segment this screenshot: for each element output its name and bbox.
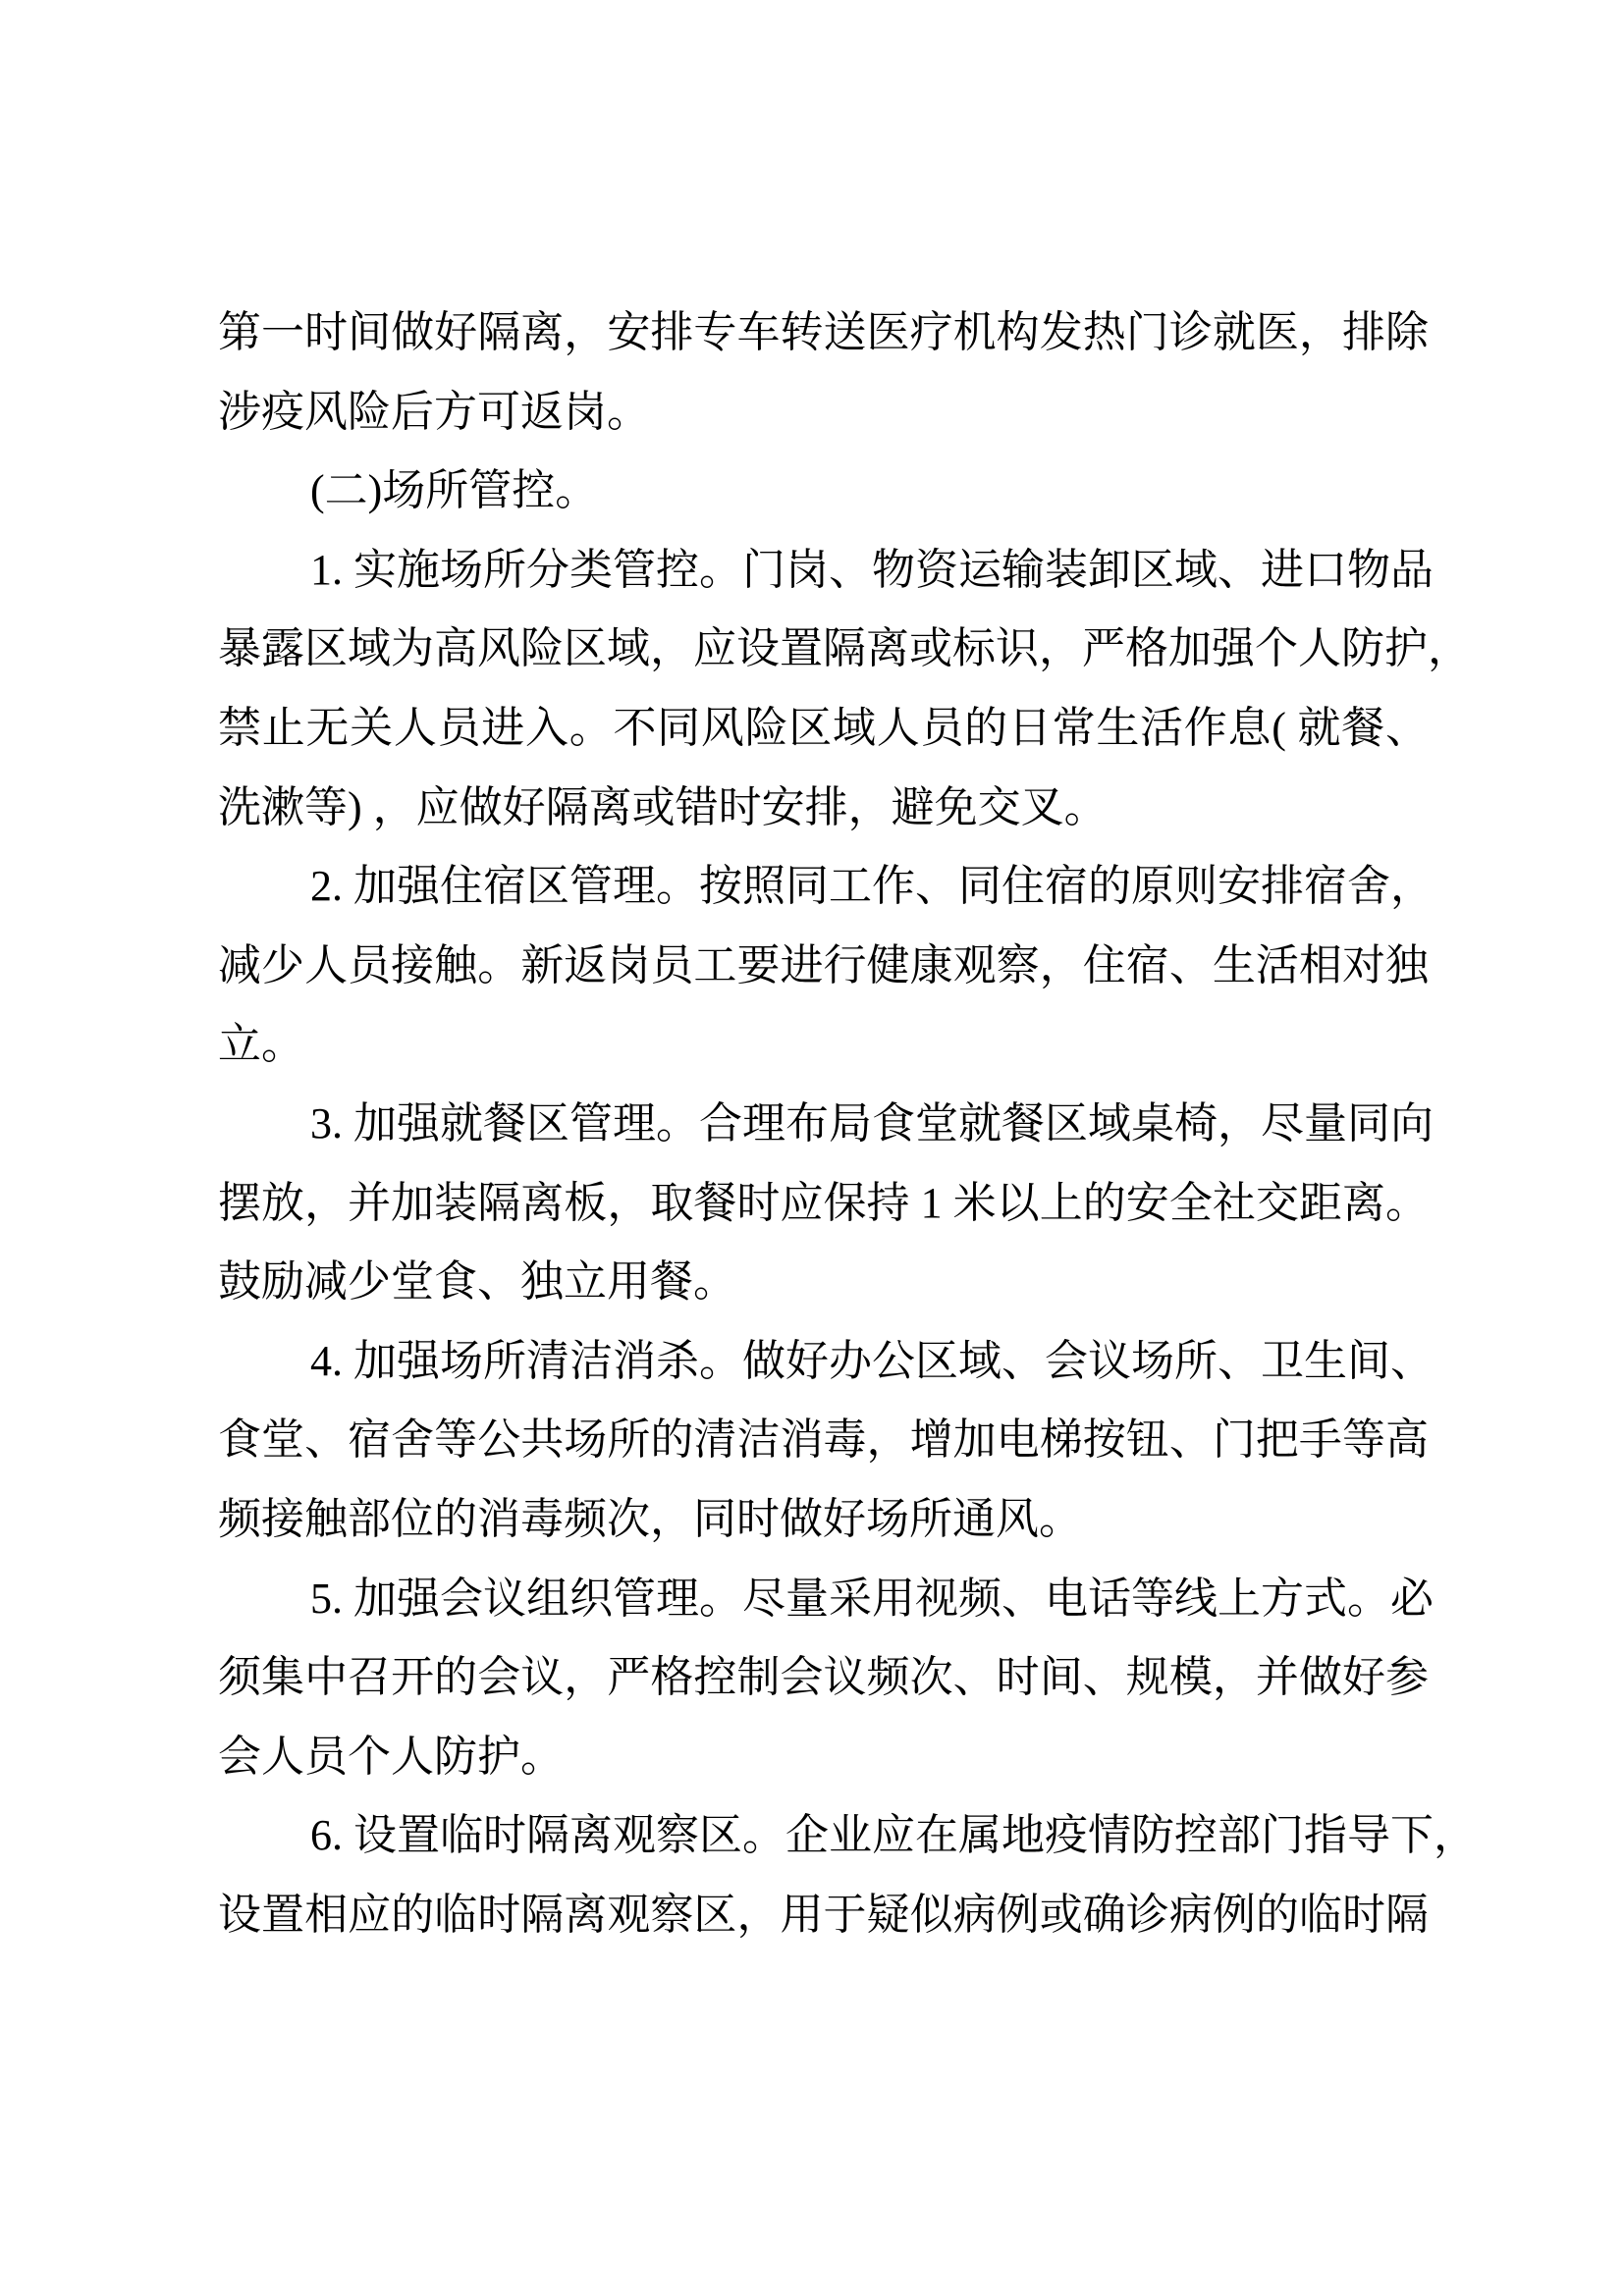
text-line: 1. 实施场所分类管控。门岗、物资运输装卸区域、进口物品 xyxy=(310,545,1434,594)
text-line: 鼓励减少堂食、独立用餐。 xyxy=(218,1257,736,1307)
text-line: 2. 加强住宿区管理。按照同工作、同住宿的原则安排宿舍， xyxy=(310,862,1434,911)
text-line: 立。 xyxy=(218,1020,304,1069)
text-line: 涉疫风险后方可返岗。 xyxy=(218,387,650,436)
text-block xyxy=(218,294,1477,1954)
text-line: 食堂、宿舍等公共场所的清洁消毒，增加电梯按钮、门把手等高 xyxy=(218,1415,1429,1465)
text-line: 暴露区域为高风险区域，应设置隔离或标识，严格加强个人防护， xyxy=(218,624,1471,673)
text-line: 须集中召开的会议，严格控制会议频次、时间、规模，并做好参 xyxy=(218,1653,1429,1702)
text-line: 减少人员接触。新返岗员工要进行健康观察，住宿、生活相对独 xyxy=(218,940,1429,989)
section-heading: (二)场所管控。 xyxy=(310,466,599,515)
text-line: 禁止无关人员进入。不同风险区域人员的日常生活作息( 就餐、 xyxy=(218,703,1429,752)
text-line: 6. 设置临时隔离观察区。企业应在属地疫情防控部门指导下， xyxy=(310,1811,1477,1860)
text-line: 设置相应的临时隔离观察区，用于疑似病例或确诊病例的临时隔 xyxy=(218,1890,1429,1939)
text-line: 第一时间做好隔离，安排专车转送医疗机构发热门诊就医，排除 xyxy=(218,308,1429,356)
text-line: 5. 加强会议组织管理。尽量采用视频、电话等线上方式。必 xyxy=(310,1574,1434,1623)
text-line: 会人员个人防护。 xyxy=(218,1732,564,1781)
text-line: 摆放，并加装隔离板，取餐时应保持 1 米以上的安全社交距离。 xyxy=(218,1178,1429,1227)
text-line: 频接触部位的消毒频次，同时做好场所通风。 xyxy=(218,1494,1082,1543)
text-line: 洗漱等) ，应做好隔离或错时安排，避免交叉。 xyxy=(218,782,1108,831)
text-line: 4. 加强场所清洁消杀。做好办公区域、会议场所、卫生间、 xyxy=(310,1336,1434,1385)
text-line: 3. 加强就餐区管理。合理布局食堂就餐区域桌椅，尽量同向 xyxy=(310,1098,1434,1148)
